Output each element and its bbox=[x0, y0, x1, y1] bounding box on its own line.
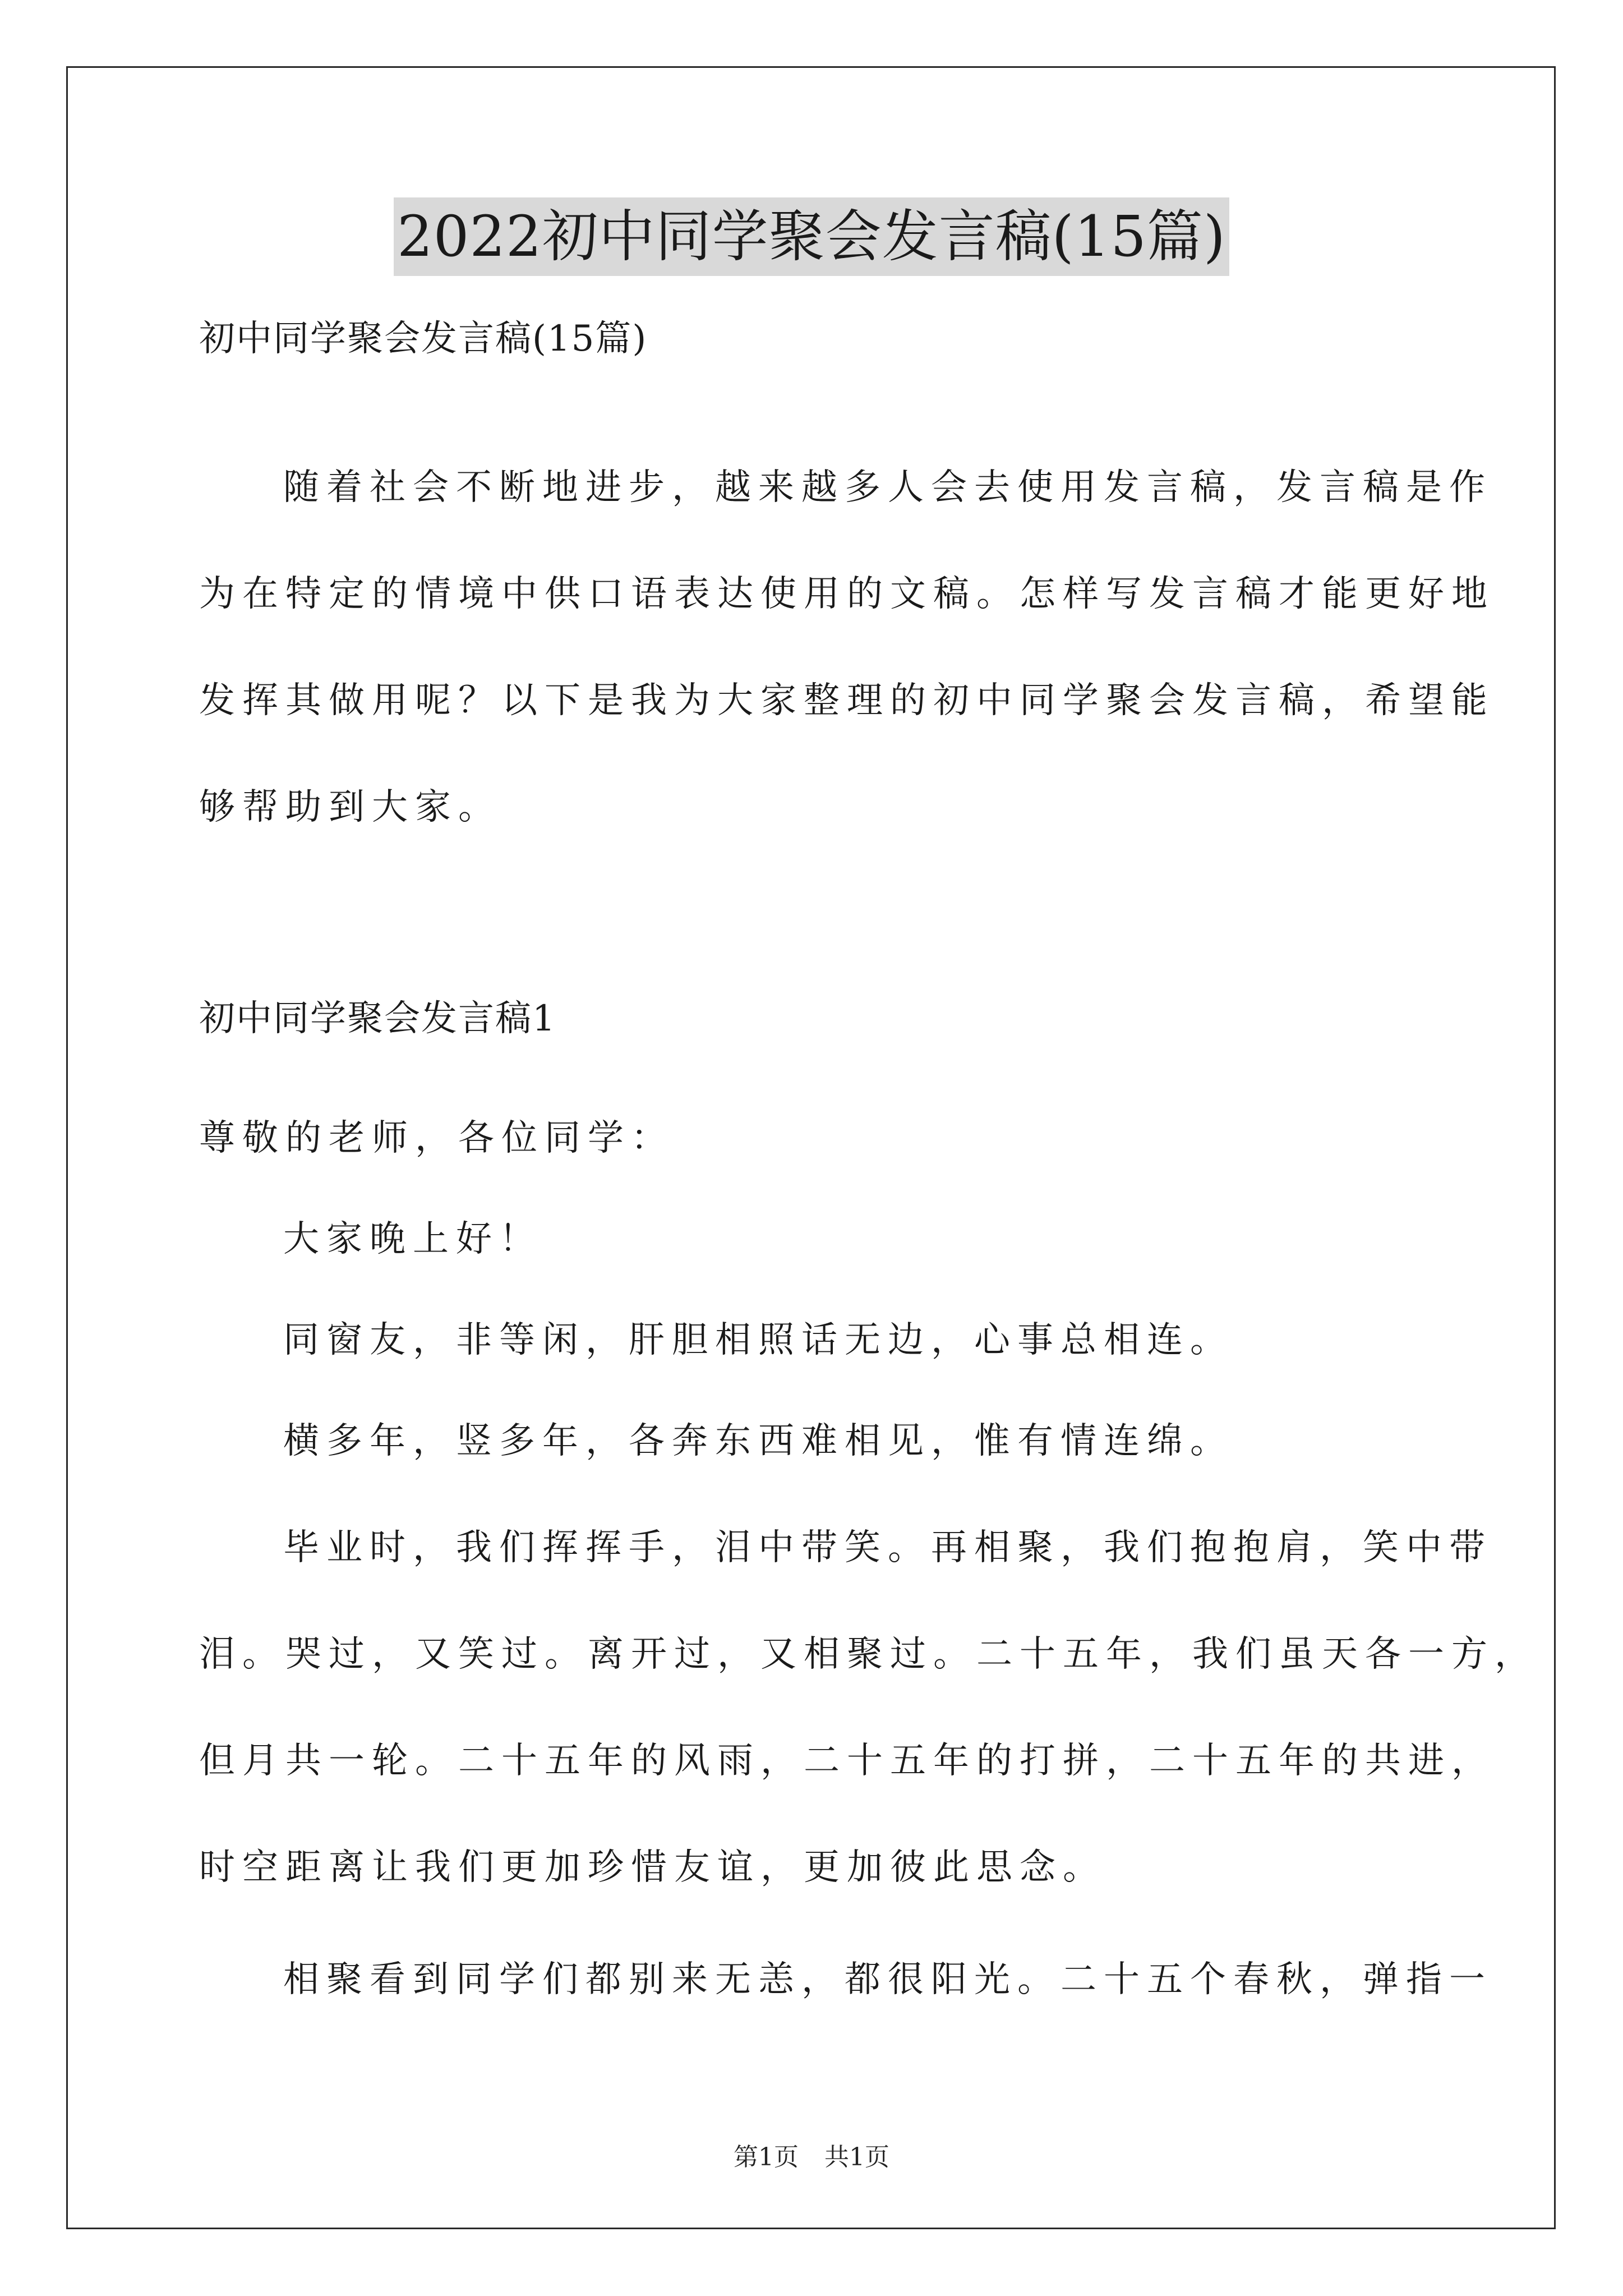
para1-line-1: 毕业时，我们挥挥手，泪中带笑。再相聚，我们抱抱肩，笑中带 bbox=[283, 1527, 1492, 1568]
document-title: 2022初中同学聚会发言稿(15篇) bbox=[394, 197, 1229, 276]
para1-line-2: 泪。哭过，又笑过。离开过，又相聚过。二十五年，我们虽天各一方， bbox=[199, 1634, 1538, 1675]
document-subtitle: 初中同学聚会发言稿(15篇) bbox=[199, 318, 648, 360]
title-wrap bbox=[0, 197, 1623, 276]
intro-line-4: 够帮助到大家。 bbox=[199, 786, 501, 828]
intro-line-2: 为在特定的情境中供口语表达使用的文稿。怎样写发言稿才能更好地 bbox=[199, 573, 1495, 615]
greeting: 大家晚上好！ bbox=[283, 1218, 542, 1260]
poem-line-2: 横多年，竖多年，各奔东西难相见，惟有情连绵。 bbox=[283, 1420, 1233, 1462]
intro-line-1: 随着社会不断地进步，越来越多人会去使用发言稿，发言稿是作 bbox=[283, 467, 1492, 508]
page-number: 第1页 bbox=[734, 2143, 799, 2171]
para1-line-4: 时空距离让我们更加珍惜友谊，更加彼此思念。 bbox=[199, 1847, 1106, 1888]
poem-line-1: 同窗友，非等闲，肝胆相照话无边，心事总相连。 bbox=[283, 1319, 1233, 1361]
para2-line-1: 相聚看到同学们都别来无恙，都很阳光。二十五个春秋，弹指一 bbox=[283, 1959, 1492, 2000]
page-footer bbox=[0, 2142, 1623, 2173]
para1-line-3: 但月共一轮。二十五年的风雨，二十五年的打拼，二十五年的共进， bbox=[199, 1740, 1495, 1782]
section-heading: 初中同学聚会发言稿1 bbox=[199, 998, 556, 1039]
page-total: 共1页 bbox=[824, 2143, 889, 2171]
intro-line-3: 发挥其做用呢？以下是我为大家整理的初中同学聚会发言稿，希望能 bbox=[199, 680, 1495, 721]
salutation: 尊敬的老师，各位同学： bbox=[199, 1117, 674, 1159]
